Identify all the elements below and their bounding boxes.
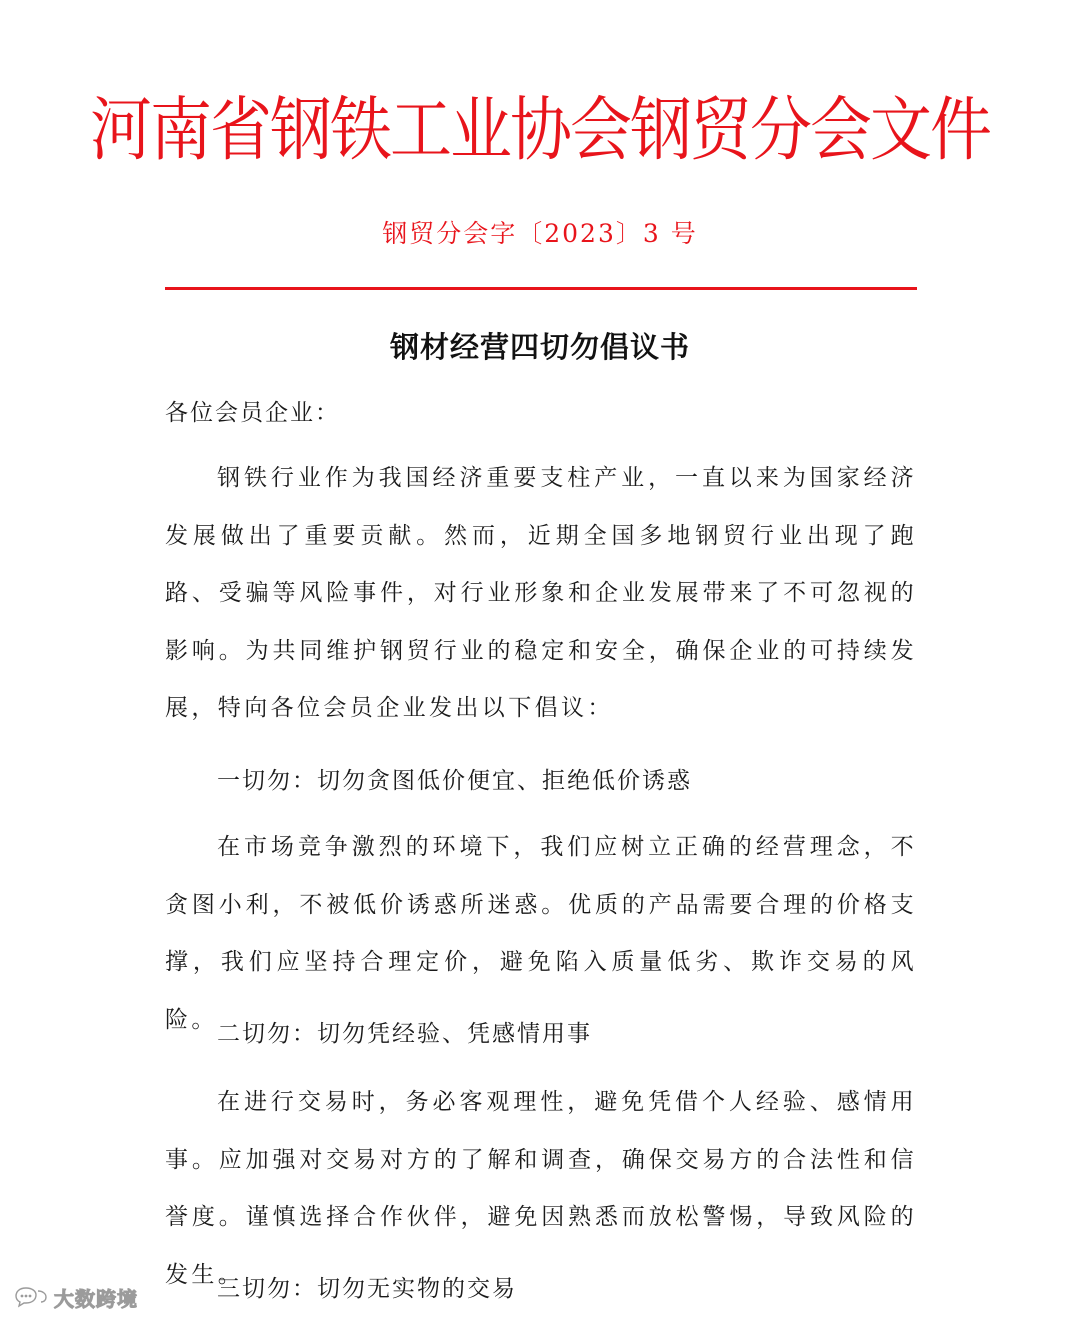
document-number: 钢贸分会字〔2023〕3 号: [382, 219, 698, 248]
salutation: 各位会员企业：: [165, 400, 340, 426]
issuing-organization-title: 河南省钢铁工业协会钢贸分会文件: [89, 88, 990, 171]
intro-paragraph: 钢铁行业作为我国经济重要支柱产业，一直以来为国家经济发展做出了重要贡献。然而，近期全国多地钢贸行业出现了跑路、受骗等风险事件，对行业形象和企业发展带来了不可忽视的影响。为共同维护钢贸行业的稳定和安全，确保企业的可持续发展，特向各位会员企业发出以下倡议：: [165, 465, 917, 721]
watermark-text: 大数跨境: [54, 1286, 138, 1311]
section-heading-3: 三切勿：切勿无实物的交易: [217, 1276, 517, 1302]
watermark: [14, 1282, 138, 1312]
section-body-2: 在进行交易时，务必客观理性，避免凭借个人经验、感情用事。应加强对交易对方的了解和调查，确保交易方的合法性和信誉度。谨慎选择合作伙伴，避免因熟悉而放松警惕，导致风险的发生。: [165, 1089, 917, 1288]
section-heading-2: 二切勿：切勿凭经验、凭感情用事: [217, 1021, 592, 1047]
document-title: 钢材经营四切勿倡议书: [389, 330, 690, 364]
section-body-1: 在市场竞争激烈的环境下，我们应树立正确的经营理念，不贪图小利，不被低价诱惑所迷惑。优质的产品需要合理的价格支撑，我们应坚持合理定价，避免陷入质量低劣、欺诈交易的风险。: [165, 834, 917, 1033]
red-divider-line: [165, 287, 917, 290]
chat-bubble-logo-icon: [14, 1285, 48, 1309]
section-heading-1: 一切勿：切勿贪图低价便宜、拒绝低价诱惑: [217, 768, 692, 794]
